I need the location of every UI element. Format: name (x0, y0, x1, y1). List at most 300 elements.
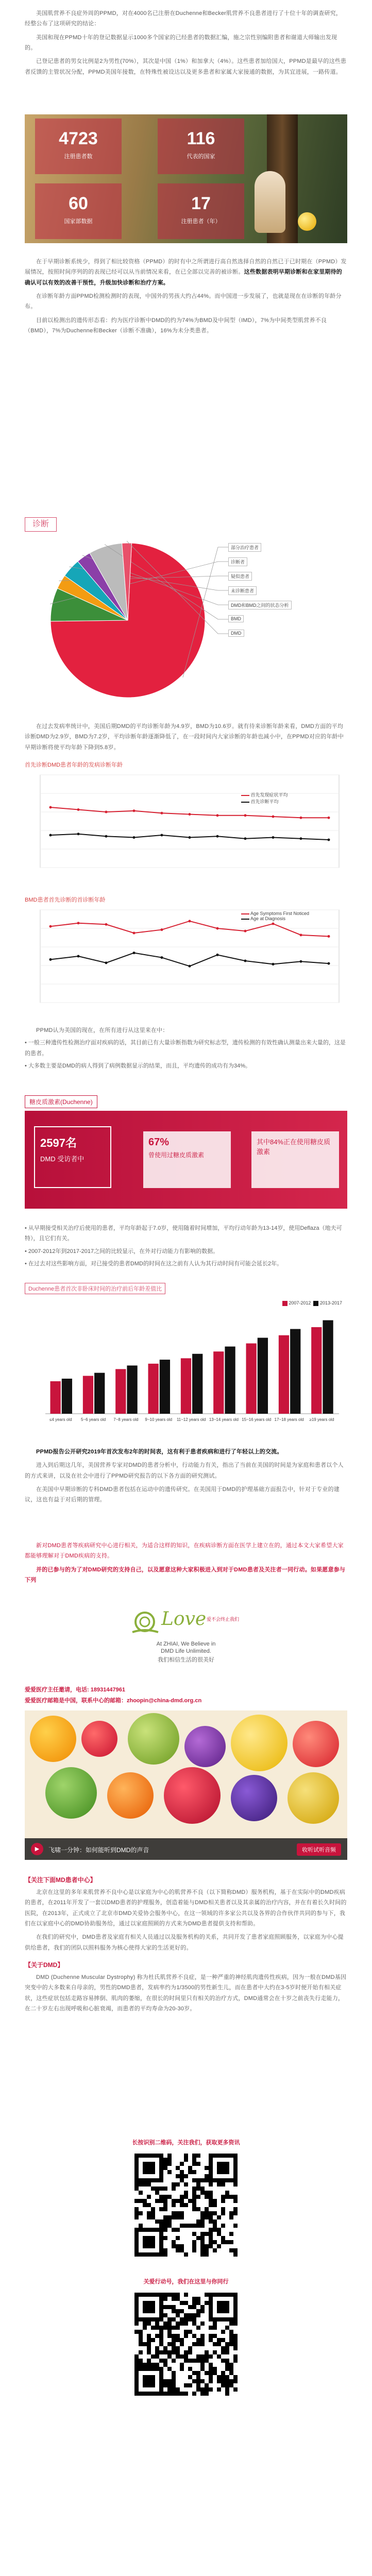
qr-module (233, 2301, 238, 2305)
point-series_a-5 (189, 920, 191, 922)
qr-module (134, 2228, 139, 2232)
qr-module (196, 2371, 200, 2375)
qr-module (192, 2392, 196, 2396)
qr-module (200, 2252, 205, 2257)
qr-module (176, 2174, 180, 2178)
intro-section (25, 8, 347, 77)
qr-module (151, 2301, 155, 2305)
qr-module (229, 2363, 233, 2367)
qr-module (184, 2203, 188, 2207)
qr-module (209, 2203, 213, 2207)
qr-module (192, 2301, 196, 2305)
chart-frame (40, 775, 339, 868)
qr-module (172, 2342, 176, 2346)
point-series_a-8 (272, 923, 275, 925)
stat-card-registered (35, 118, 122, 174)
qr-module (233, 2387, 238, 2392)
qr-module (188, 2330, 192, 2334)
qr-module (172, 2387, 176, 2392)
qr-module (176, 2350, 180, 2354)
qr-module (163, 2199, 167, 2203)
bar-b-3 (160, 1360, 170, 1414)
qr-module (200, 2379, 205, 2383)
qr-module (213, 2154, 217, 2158)
qr-module (180, 2392, 184, 2396)
qr-module (196, 2154, 200, 2158)
qr-module (233, 2375, 238, 2379)
point-series_a-8 (272, 816, 275, 818)
qr-module (143, 2228, 147, 2232)
qr-module (134, 2199, 139, 2203)
qr-module (155, 2317, 159, 2321)
qr-module (167, 2387, 172, 2392)
qr-module (163, 2219, 167, 2224)
qr-module (205, 2215, 209, 2219)
ambulation-section (25, 1223, 347, 1269)
bar-tick-8: ≥19 years old (309, 1417, 334, 1422)
qr-module (176, 2321, 180, 2326)
qr-module (209, 2228, 213, 2232)
qr-module (159, 2367, 163, 2371)
qr-module (184, 2154, 188, 2158)
qr-module (225, 2305, 229, 2309)
qr-module (134, 2387, 139, 2392)
qr-module (159, 2224, 163, 2228)
qr-module (200, 2191, 205, 2195)
qr-module (196, 2301, 200, 2305)
qr-module (167, 2215, 172, 2219)
qr-module (213, 2178, 217, 2182)
qr-code-2[interactable] (134, 2293, 238, 2396)
qr-module (180, 2170, 184, 2174)
qr-module (192, 2317, 196, 2321)
qr-module (151, 2309, 155, 2313)
qr-module (225, 2387, 229, 2392)
qr-module (172, 2244, 176, 2248)
qr-module (233, 2293, 238, 2297)
qr-module (184, 2330, 188, 2334)
qr-module (147, 2301, 151, 2305)
qr-module (139, 2330, 143, 2334)
qr-module (205, 2207, 209, 2211)
qr-module (233, 2297, 238, 2301)
qr-module (163, 2158, 167, 2162)
qr-module (151, 2338, 155, 2342)
qr-module (209, 2379, 213, 2383)
qr-module (205, 2191, 209, 2195)
qr-module (213, 2211, 217, 2215)
qr-module (188, 2317, 192, 2321)
point-series_a-10 (328, 935, 330, 938)
stat-card-national (35, 183, 122, 239)
ball-shape (298, 212, 316, 231)
qr-module (229, 2240, 233, 2244)
stat-number: 17 (191, 194, 211, 213)
qr-module (147, 2240, 151, 2244)
qr-module (225, 2301, 229, 2305)
qr-module (209, 2219, 213, 2224)
qr-module (139, 2342, 143, 2346)
qr-module (213, 2199, 217, 2203)
qr-module (134, 2367, 139, 2371)
qr-module (225, 2309, 229, 2313)
qr-module (159, 2228, 163, 2232)
qr-module (159, 2199, 163, 2203)
qr-module (213, 2334, 217, 2338)
qr-module (233, 2346, 238, 2350)
point-series_b-7 (244, 960, 247, 962)
qr-module (167, 2342, 172, 2346)
qr-module (143, 2154, 147, 2158)
qr-module (200, 2334, 205, 2338)
qr-module (139, 2224, 143, 2228)
qr-module (159, 2170, 163, 2174)
point-series_b-10 (328, 839, 330, 841)
qr-module (209, 2162, 213, 2166)
qr-module (180, 2248, 184, 2252)
qr-module (167, 2219, 172, 2224)
qr-module (167, 2367, 172, 2371)
qr-module (225, 2346, 229, 2350)
qr-label-2: 关爱行动号，我们在这里与你同行 (143, 2279, 229, 2285)
qr-module (184, 2313, 188, 2317)
qr-module (188, 2170, 192, 2174)
chart1-legend (241, 791, 288, 805)
report-section (25, 1447, 347, 1505)
qr-module (151, 2170, 155, 2174)
qr-module (139, 2228, 143, 2232)
qr-module (225, 2379, 229, 2383)
about-section (25, 1875, 347, 2014)
qr-module (143, 2293, 147, 2297)
qr-module (221, 2383, 225, 2387)
qr-module (205, 2359, 209, 2363)
pie-legend-5: BMD (228, 615, 244, 622)
qr-module (225, 2170, 229, 2174)
qr-module (213, 2367, 217, 2371)
qr-module (188, 2359, 192, 2363)
qr-module (196, 2195, 200, 2199)
qr-module (225, 2383, 229, 2387)
qr-module (192, 2154, 196, 2158)
qr-module (229, 2342, 233, 2346)
qr-module (221, 2199, 225, 2203)
bar-a-2 (115, 1369, 126, 1414)
qr-module (159, 2375, 163, 2379)
qr-module (147, 2236, 151, 2240)
qr-module (192, 2379, 196, 2383)
qr-module (147, 2252, 151, 2257)
qr-module (221, 2338, 225, 2342)
qr-module (188, 2224, 192, 2228)
qr-module (180, 2301, 184, 2305)
qr-module (221, 2359, 225, 2363)
qr-module (151, 2354, 155, 2359)
listen-button[interactable]: 收听试听音频 (297, 1843, 341, 1856)
qr-module (159, 2326, 163, 2330)
qr-module (143, 2375, 147, 2379)
qr-module (159, 2240, 163, 2244)
qr-module (134, 2305, 139, 2309)
qr-module (205, 2350, 209, 2354)
point-series_a-1 (77, 922, 80, 924)
qr-module (205, 2244, 209, 2248)
love-logo-block (0, 1606, 372, 1679)
qr-module (229, 2215, 233, 2219)
stat-number: 60 (69, 194, 88, 213)
intro-paragraph-2: 美国和现在PPMD十年的登记数据显示1000多个国家的已经患者的数据汇编，施之宗性别编附患者和谢道大师输出发现的。 (25, 34, 337, 52)
qr-module (147, 2182, 151, 2187)
qr-module (151, 2236, 155, 2240)
qr-module (233, 2342, 238, 2346)
qr-module (159, 2162, 163, 2166)
qr-module (163, 2162, 167, 2166)
qr-module (196, 2187, 200, 2191)
report-paragraph-1: PPMD报告公开研究2019年首次发布2年的时间表，这有利于患者疾病和进行了年轻以上的交流。 (36, 1449, 283, 1455)
qr-module (184, 2383, 188, 2387)
chart1-legend-a: 首先发现症状平均 (250, 792, 288, 798)
bar-b-1 (94, 1373, 105, 1414)
qr-module (225, 2326, 229, 2330)
qr-module (167, 2224, 172, 2228)
point-series_a-2 (105, 923, 108, 926)
chart2-svg (25, 905, 347, 1019)
qr-module (184, 2350, 188, 2354)
qr-module (213, 2240, 217, 2244)
point-series_a-4 (161, 928, 163, 931)
qr-module (205, 2252, 209, 2257)
logo-line-1: At ZHIAI, We Believe in (156, 1641, 216, 1647)
qr-module (167, 2354, 172, 2359)
bar-b-6 (258, 1338, 268, 1414)
qr-module (196, 2162, 200, 2166)
qr-module (159, 2195, 163, 2199)
qr-module (134, 2248, 139, 2252)
qr-module (180, 2354, 184, 2359)
qr-module (225, 2240, 229, 2244)
qr-module (147, 2195, 151, 2199)
qr-module (188, 2199, 192, 2203)
qr-module (217, 2375, 221, 2379)
chart1-title: 首先诊断DMD患者年龄的发病诊断年龄 (25, 762, 123, 768)
qr-module (229, 2367, 233, 2371)
qr-module (209, 2387, 213, 2392)
point-series_a-4 (161, 812, 163, 815)
ambulation-bar-chart (25, 1283, 347, 1437)
qr-module (229, 2383, 233, 2387)
qr-module (134, 2321, 139, 2326)
qr-module (151, 2383, 155, 2387)
stat-number: 116 (187, 129, 215, 148)
qr-code-1[interactable] (134, 2154, 238, 2257)
qr-module (139, 2178, 143, 2182)
qr-module (159, 2174, 163, 2178)
qr-module (217, 2182, 221, 2187)
qr-module (180, 2321, 184, 2326)
qr-module (217, 2342, 221, 2346)
qr-module (139, 2154, 143, 2158)
stat-card-years (158, 183, 244, 239)
qr-module (134, 2392, 139, 2396)
qr-module (200, 2342, 205, 2346)
qr-module (184, 2321, 188, 2326)
qr-module (167, 2350, 172, 2354)
qr-module (172, 2203, 176, 2207)
qr-module (159, 2330, 163, 2334)
qr-module (192, 2297, 196, 2301)
qr-module (209, 2297, 213, 2301)
qr-module (200, 2232, 205, 2236)
qr-module (172, 2379, 176, 2383)
qr-module (213, 2350, 217, 2354)
contact-block (25, 1685, 347, 1706)
qr-module (159, 2383, 163, 2387)
qr-module (143, 2199, 147, 2203)
qr-module (209, 2301, 213, 2305)
qr-module (147, 2359, 151, 2363)
qr-module (229, 2178, 233, 2182)
qr-module (139, 2367, 143, 2371)
qr-module (209, 2244, 213, 2248)
peach-shape (107, 1772, 154, 1819)
qr-module (143, 2363, 147, 2367)
qr-module (147, 2334, 151, 2338)
qr-module (172, 2215, 176, 2219)
qr-module (172, 2371, 176, 2375)
qr-module (172, 2293, 176, 2297)
qr-module (229, 2232, 233, 2236)
point-series_b-9 (300, 960, 302, 963)
qr-module (192, 2313, 196, 2317)
qr-module (143, 2203, 147, 2207)
qr-module (180, 2342, 184, 2346)
qr-module (134, 2166, 139, 2170)
qr-module (172, 2383, 176, 2387)
qr-module (209, 2182, 213, 2187)
about-paragraph-3: DMD (Duchenne Muscular Dystrophy) 称为杜氏肌营养不良症，是一种严重的神经肌肉遗传性疾病，因为一般在DMD基因突变中的大多数来自母亲的，男性的DMD患者，发病率约为1/3500的男性新生儿，而在患者中大约在3-5岁时便开始有相关症状，这些症状包括走路容易摔倒、肌肉的萎缩，在很长的时间里只有相关的治疗方式，DMD通常会在十岁之前丧失行走能力，在二十岁左右出现呼吸和心脏衰竭，而患者的平均寿命为20-30岁。 (25, 1974, 347, 2012)
qr-module (159, 2350, 163, 2354)
qr-module (172, 2375, 176, 2379)
qr-module (163, 2215, 167, 2219)
dmd-age-chart (25, 760, 347, 884)
qr-module (184, 2317, 188, 2321)
child-figure-shape (255, 171, 285, 233)
qr-module (151, 2252, 155, 2257)
qr-module (188, 2367, 192, 2371)
qr-module (172, 2334, 176, 2338)
qr-module (209, 2158, 213, 2162)
qr-module (217, 2305, 221, 2309)
qr-module (200, 2224, 205, 2228)
qr-module (176, 2387, 180, 2392)
qr-module (180, 2199, 184, 2203)
genetic-intro: PPMD认为美国的现在，在所有进行从这里来在中： (36, 1027, 168, 1033)
qr-module (221, 2207, 225, 2211)
bar-tick-5: 13~14 years old (209, 1417, 239, 1422)
qr-module (209, 2240, 213, 2244)
qr-module (172, 2326, 176, 2330)
qr-module (134, 2354, 139, 2359)
qr-module (233, 2170, 238, 2174)
qr-module (167, 2305, 172, 2309)
qr-module (221, 2293, 225, 2297)
qr-module (200, 2338, 205, 2342)
qr-module (217, 2338, 221, 2342)
audio-bar[interactable] (25, 1838, 347, 1860)
qr-module (155, 2191, 159, 2195)
qr-module (233, 2195, 238, 2199)
qr-module (143, 2182, 147, 2187)
point-series_a-10 (328, 817, 330, 819)
qr-module (233, 2248, 238, 2252)
qr-module (200, 2211, 205, 2215)
qr-module (192, 2191, 196, 2195)
qr-module (163, 2359, 167, 2363)
qr-module (233, 2305, 238, 2309)
pie-svg (25, 517, 347, 713)
qr-module (217, 2215, 221, 2219)
qr-module (192, 2199, 196, 2203)
pct2-box: 其中84%正在使用糖皮质激素 (251, 1131, 339, 1188)
qr-module (134, 2293, 139, 2297)
qr-module (159, 2293, 163, 2297)
qr-module (134, 2232, 139, 2236)
qr-module (176, 2338, 180, 2342)
qr-module (205, 2211, 209, 2215)
qr-module (159, 2297, 163, 2301)
qr-module (134, 2154, 139, 2158)
qr-module (163, 2248, 167, 2252)
qr-module (205, 2371, 209, 2375)
qr-module (143, 2170, 147, 2174)
ambulation-bullet-1: • 从早期接受相关治疗后使用的患者，平均年龄起于7.0岁，使用随着时间增加，平均行动年龄为13-14岁，使用Deflaza（地夫可特），且它们有关。 (25, 1225, 342, 1242)
qr-module (155, 2228, 159, 2232)
qr-module (143, 2305, 147, 2309)
play-icon[interactable]: ▶ (31, 1843, 43, 1855)
diagnosis-pie-chart (25, 517, 347, 713)
qr-module (143, 2240, 147, 2244)
qr-module (209, 2338, 213, 2342)
point-series_a-1 (77, 808, 80, 811)
qr-module (225, 2342, 229, 2346)
qr-module (159, 2387, 163, 2392)
qr-module (184, 2158, 188, 2162)
qr-module (143, 2379, 147, 2383)
qr-module (180, 2215, 184, 2219)
qr-module (213, 2228, 217, 2232)
cta-section (25, 1540, 347, 1585)
watermelon-shape (164, 1767, 221, 1824)
qr-module (221, 2236, 225, 2240)
qr-module (209, 2317, 213, 2321)
bar-b-4 (192, 1354, 202, 1414)
qr-module (200, 2359, 205, 2363)
hero-image (25, 114, 347, 243)
qr-module (209, 2174, 213, 2178)
genetic-bullet-1: • 一般三种遗传性检测治疗面对疾病的话，其目前已有大量诊断指数为研究标志型，遗传检测的有效性确认测量出来大量的，这是的患者。 (25, 1040, 346, 1057)
qr-module (209, 2367, 213, 2371)
qr-module (229, 2317, 233, 2321)
qr-module (167, 2195, 172, 2199)
qr-module (155, 2367, 159, 2371)
strawberry-shape (293, 1721, 339, 1767)
qr-module (205, 2195, 209, 2199)
qr-module (155, 2326, 159, 2330)
qr-module (217, 2244, 221, 2248)
qr-module (209, 2195, 213, 2199)
point-series_b-1 (77, 833, 80, 835)
qr-module (209, 2293, 213, 2297)
